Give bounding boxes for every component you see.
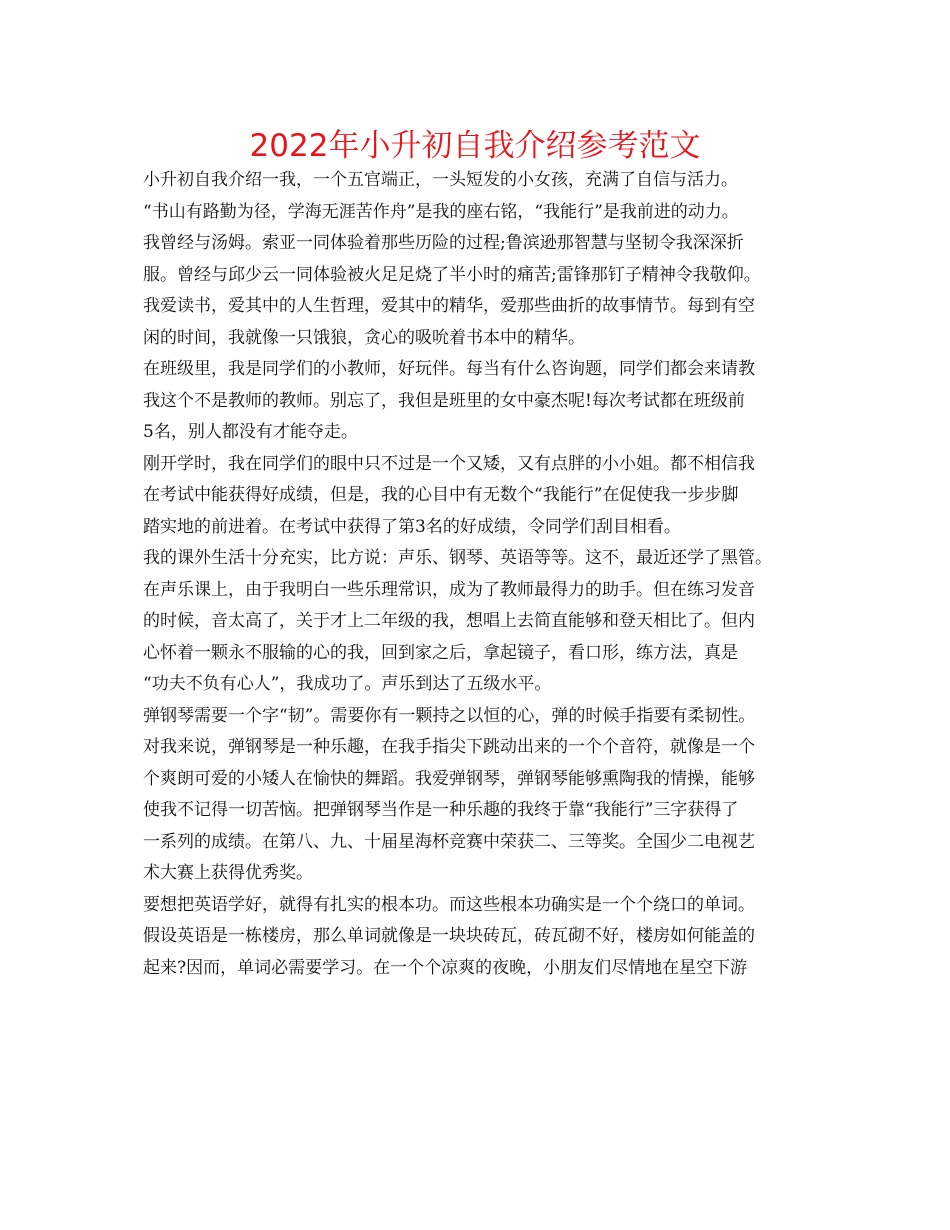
text-line: 我爱读书，爱其中的人生哲理，爱其中的精华，爱那些曲折的故事情节。每到有空 [143, 296, 755, 316]
text-line: 踏实地的前进着。在考试中获得了第3名的好成绩，令同学们刮目相看。 [143, 516, 681, 537]
text-line: 我曾经与汤姆。索亚一同体验着那些历险的过程;鲁滨逊那智慧与坚韧令我深深折 [143, 233, 744, 253]
text-line: “功夫不负有心人”，我成功了。声乐到达了五级水平。 [143, 674, 552, 694]
text-line: 我这个不是教师的教师。别忘了，我但是班里的女中豪杰呢!每次考试都在班级前 [143, 390, 745, 411]
text-line: 弹钢琴需要一个字“韧”。需要你有一颗持之以恒的心，弹的时候手指要有柔韧性。 [143, 705, 756, 726]
text-line: “书山有路勤为径，学海无涯苦作舟”是我的座右铭，“我能行”是我前进的动力。 [143, 201, 739, 222]
text-line: 个爽朗可爱的小矮人在愉快的舞蹈。我爱弹钢琴，弹钢琴能够熏陶我的情操，能够 [143, 768, 755, 789]
text-line: 我的课外生活十分充实，比方说：声乐、钢琴、英语等等。这不，最近还学了黑管。 [143, 548, 772, 568]
text-line: 术大赛上获得优秀奖。 [143, 863, 313, 883]
text-line: 假设英语是一栋楼房，那么单词就像是一块块砖瓦，砖瓦砌不好，楼房如何能盖的 [143, 926, 755, 946]
text-line: 对我来说，弹钢琴是一种乐趣，在我手指尖下跳动出来的一个个音符，就像是一个 [143, 737, 755, 757]
text-line: 服。曾经与邱少云一同体验被火足足烧了半小时的痛苦;雷锋那钉子精神令我敬仰。 [143, 264, 761, 285]
text-line: 在声乐课上，由于我明白一些乐理常识，成为了教师最得力的助手。但在练习发音 [143, 579, 755, 600]
text-line: 在班级里，我是同学们的小教师，好玩伴。每当有什么咨询题，同学们都会来请教 [143, 359, 755, 379]
text-line: 5名，别人都没有才能夺走。 [143, 422, 358, 442]
text-line: 心怀着一颗永不服输的心的我，回到家之后，拿起镜子，看口形，练方法，真是 [143, 642, 738, 663]
text-line: 的时候，音太高了，关于才上二年级的我，想唱上去简直能够和登天相比了。但内 [143, 611, 755, 631]
text-line: 小升初自我介绍一我，一个五官端正，一头短发的小女孩，充满了自信与活力。 [143, 170, 738, 190]
document-title: 2022年小升初自我介绍参考范文 [249, 128, 701, 164]
text-line: 起来?因而，单词必需要学习。在一个个凉爽的夜晚，小朋友们尽情地在星空下游 [143, 957, 748, 978]
text-line: 要想把英语学好，就得有扎实的根本功。而这些根本功确实是一个个绕口的单词。 [143, 894, 755, 915]
text-line: 刚开学时，我在同学们的眼中只不过是一个又矮，又有点胖的小小姐。都不相信我 [143, 453, 755, 474]
document-body [143, 165, 823, 984]
text-line: 闲的时间，我就像一只饿狼，贪心的吸吮着书本中的精华。 [143, 327, 585, 348]
text-line: 一系列的成绩。在第八、九、十届星海杯竞赛中荣获二、三等奖。全国少二电视艺 [143, 831, 755, 852]
text-line: 在考试中能获得好成绩，但是，我的心目中有无数个“我能行”在促使我一步步脚 [143, 485, 739, 505]
text-line: 使我不记得一切苦恼。把弹钢琴当作是一种乐趣的我终于靠“我能行”三字获得了 [143, 800, 739, 820]
